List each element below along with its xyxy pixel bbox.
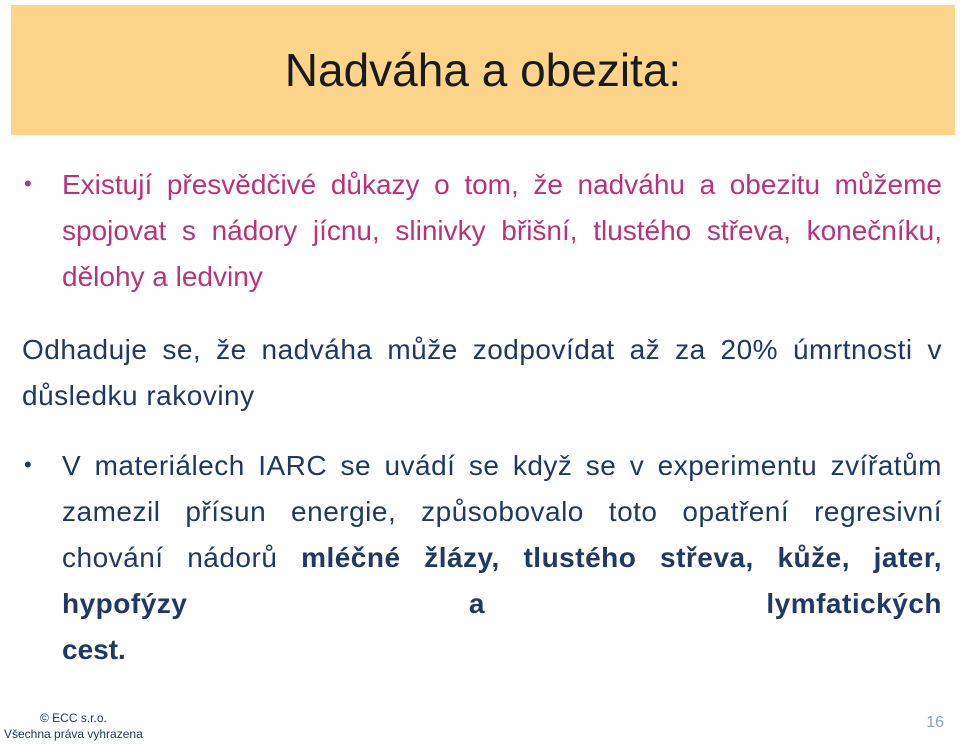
title-bar <box>11 5 955 135</box>
bullet-text-evidence: Existují přesvědčivé důkazy o tom, že nadváhu a obezitu můžeme spojovat s nádory jícnu, slinivky břišní, tlustého střeva, konečníku, dělohy a ledviny <box>62 169 942 292</box>
bullet-text-iarc-bold: mléčné žlázy, tlustého střeva, kůže, jater, hypofýzy a lymfatických <box>62 542 942 619</box>
bullet-text-iarc <box>62 443 942 627</box>
slide-title: Nadváha a obezita: <box>284 44 682 96</box>
bullet-text-iarc-normal: V materiálech IARC se uvádí se když se v experimentu zvířatům zamezil přísun energie, způsobovalo toto opatření regresivní chování nádorů <box>62 450 942 573</box>
bullet-dot-icon: • <box>24 452 32 477</box>
page-number: 16 <box>926 714 944 731</box>
footer-copyright: © ECC s.r.o. <box>40 711 107 725</box>
paragraph-mortality: Odhaduje se, že nadváha může zodpovídat až za 20% úmrtnosti v důsledku rakoviny <box>22 334 942 411</box>
bullet-text-iarc-last: cest. <box>62 634 126 665</box>
footer-rights: Všechna práva vyhrazena <box>4 727 143 741</box>
bullet-dot-icon: • <box>24 171 32 196</box>
